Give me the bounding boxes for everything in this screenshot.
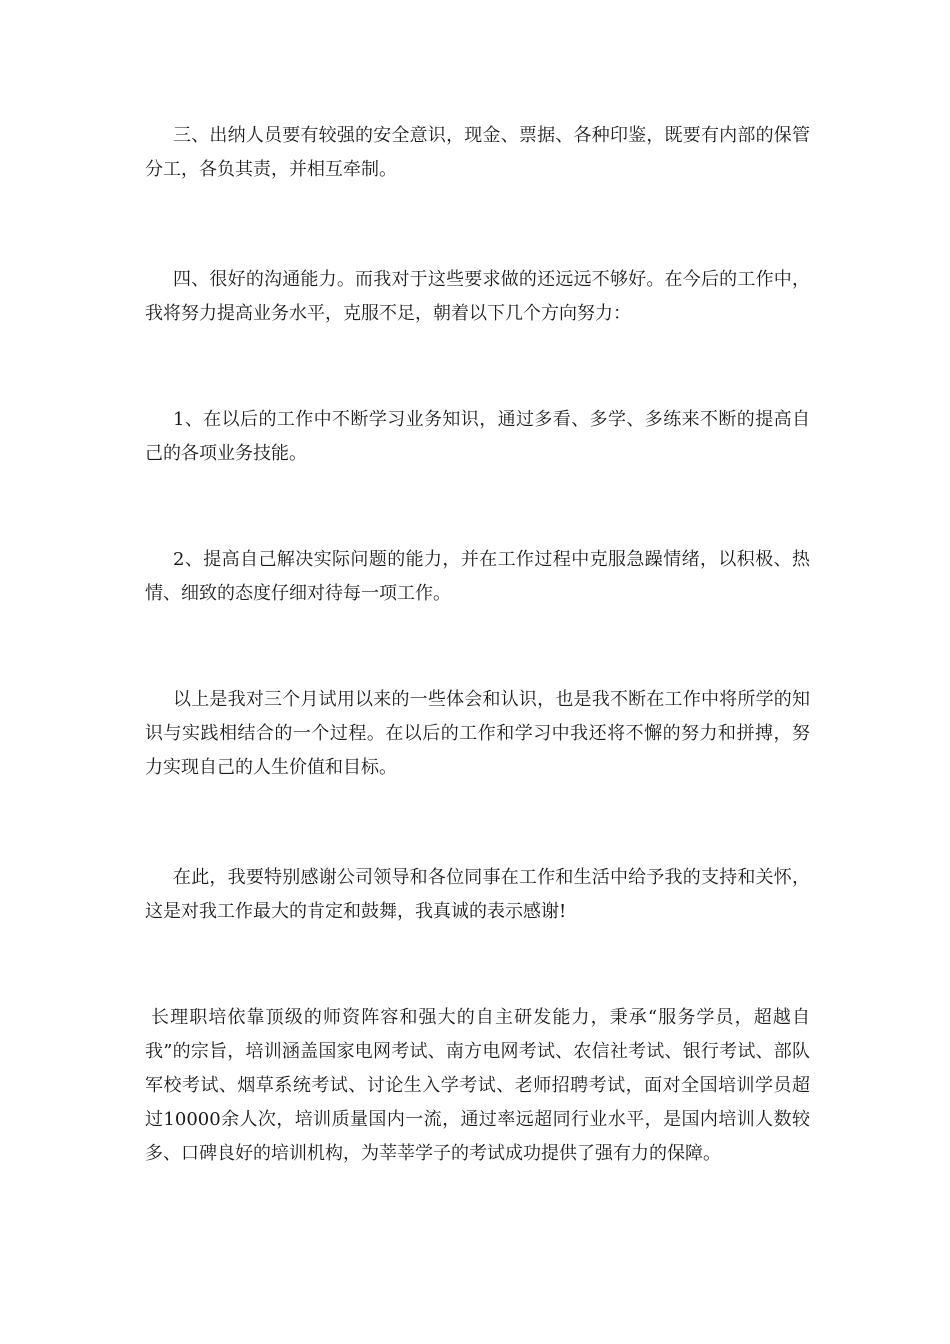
paragraph-goal-2: 2、提高自己解决实际问题的能力，并在工作过程中克服急躁情绪，以积极、热情、细致的态度仔细对待每一项工作。 <box>145 549 810 604</box>
paragraph-communication: 四、很好的沟通能力。而我对于这些要求做的还远远不够好。在今后的工作中，我将努力提高业务水平，克服不足，朝着以下几个方向努力： <box>145 269 810 324</box>
paragraph-advertisement: 长理职培依靠顶级的师资阵容和强大的自主研发能力，秉承“服务学员，超越自我”的宗旨，培训涵盖国家电网考试、南方电网考试、农信社考试、银行考试、部队军校考试、烟草系统考试、讨论生入学考试、老师招聘考试，面对全国培训学员超过10000余人次，培训质量国内一流，通过率远超同行业水平，是国内培训人数较多、口碑良好的培训机构，为莘莘学子的考试成功提供了强有力的保障。 <box>145 1007 810 1164</box>
paragraph-goal-1: 1、在以后的工作中不断学习业务知识，通过多看、多学、多练来不断的提高自己的各项业务技能。 <box>145 409 810 464</box>
paragraph-cashier-safety: 三、出纳人员要有较强的安全意识，现金、票据、各种印鉴，既要有内部的保管分工，各负其责，并相互牵制。 <box>145 125 810 180</box>
paragraph-thanks: 在此，我要特别感谢公司领导和各位同事在工作和生活中给予我的支持和关怀，这是对我工作最大的肯定和鼓舞，我真诚的表示感谢! <box>145 867 810 922</box>
document-page <box>145 0 810 1344</box>
paragraph-summary: 以上是我对三个月试用以来的一些体会和认识，也是我不断在工作中将所学的知识与实践相结合的一个过程。在以后的工作和学习中我还将不懈的努力和拼搏，努力实现自己的人生价值和目标。 <box>145 689 810 778</box>
